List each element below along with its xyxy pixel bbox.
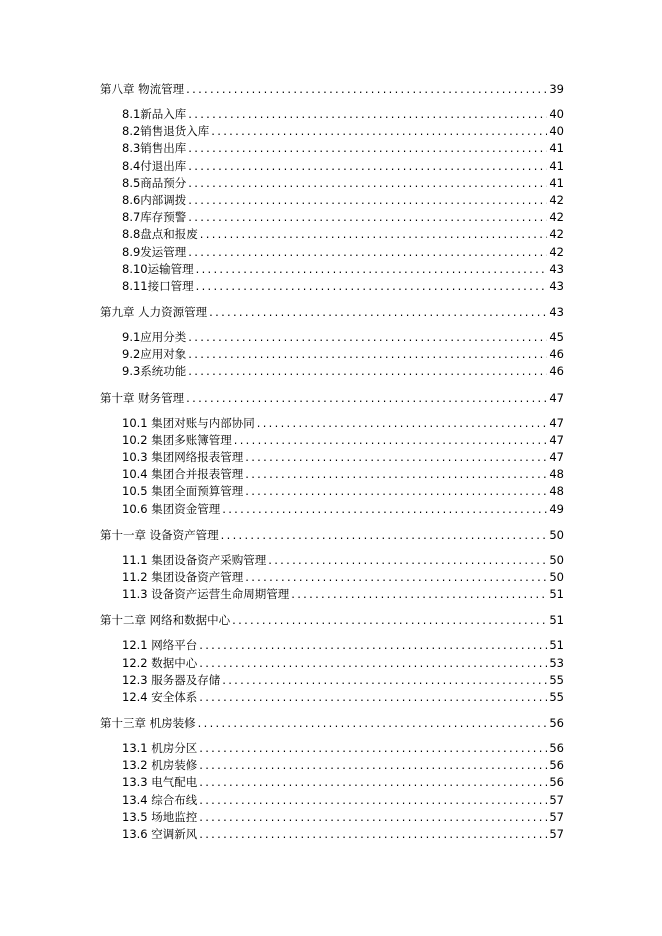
toc-entry-title: 11.1 集团设备资产采购管理 <box>122 552 267 567</box>
toc-entry-title: 13.4 综合布线 <box>122 792 198 807</box>
dot-leader <box>199 655 547 672</box>
toc-page-number: 50 <box>549 552 564 567</box>
toc-page-number: 57 <box>549 809 564 824</box>
dot-leader <box>188 175 547 192</box>
toc-section-entry[interactable] <box>100 329 564 346</box>
toc-section-entry[interactable] <box>100 586 564 603</box>
toc-section-entry[interactable] <box>100 552 564 569</box>
toc-section-entry[interactable] <box>100 826 564 843</box>
dot-leader <box>188 140 547 157</box>
dot-leader <box>234 432 548 449</box>
toc-entry-title: 10.3 集团网络报表管理 <box>122 450 244 464</box>
toc-page-number: 41 <box>549 175 564 190</box>
toc-section-entry[interactable] <box>100 740 564 757</box>
toc-page-number: 40 <box>549 107 564 121</box>
toc-entry-title: 10.1 集团对账与内部协同 <box>122 415 255 430</box>
dot-leader <box>232 611 547 629</box>
toc-entry-title: 11.3 设备资产运营生命周期管理 <box>122 587 290 602</box>
dot-leader <box>186 389 547 407</box>
toc-page-number: 50 <box>549 527 564 542</box>
dot-leader <box>245 483 547 500</box>
toc-page-number: 56 <box>549 775 564 790</box>
dot-leader <box>200 226 548 243</box>
toc-entry-title: 12.3 服务器及存储 <box>122 672 221 687</box>
toc-section-entry[interactable] <box>100 261 564 278</box>
toc-page-number: 42 <box>549 210 564 225</box>
toc-page-number: 49 <box>549 501 564 516</box>
toc-section-entry[interactable] <box>100 278 564 295</box>
dot-leader <box>196 278 548 295</box>
toc-entry-title: 8.2销售退货入库 <box>122 124 210 139</box>
toc-page-number: 42 <box>549 244 564 259</box>
toc-page-number: 47 <box>549 390 564 405</box>
toc-entry-title: 8.10运输管理 <box>122 261 194 276</box>
toc-page-number: 43 <box>549 278 564 293</box>
toc-entry-title: 13.3 电气配电 <box>122 775 198 790</box>
toc-section-entry[interactable] <box>100 569 564 586</box>
toc-page-number: 42 <box>549 227 564 242</box>
toc-entry-title: 8.6内部调拨 <box>122 192 187 207</box>
toc-entry-title: 12.1 网络平台 <box>122 638 198 653</box>
toc-page-number: 48 <box>549 484 564 499</box>
toc-page-number: 40 <box>549 124 564 139</box>
dot-leader <box>188 106 547 123</box>
toc-section-entry[interactable] <box>100 449 564 466</box>
dot-leader <box>188 346 547 363</box>
dot-leader <box>199 774 547 791</box>
toc-section-entry[interactable] <box>100 792 564 809</box>
toc-page-number: 47 <box>549 432 564 447</box>
dot-leader <box>257 415 548 432</box>
toc-chapter-entry[interactable] <box>100 80 564 98</box>
toc-section-entry[interactable] <box>100 363 564 380</box>
toc-section-entry[interactable] <box>100 226 564 243</box>
table-of-contents <box>100 80 564 843</box>
toc-page-number: 46 <box>549 364 564 379</box>
toc-entry-title: 8.11接口管理 <box>122 278 194 293</box>
toc-page-number: 55 <box>549 689 564 704</box>
toc-chapter-entry[interactable] <box>100 303 564 321</box>
toc-chapter-entry[interactable] <box>100 714 564 732</box>
dot-leader <box>196 261 548 278</box>
dot-leader <box>222 672 547 689</box>
dot-leader <box>211 123 547 140</box>
toc-entry-title: 第十章 财务管理 <box>100 390 185 405</box>
toc-page-number: 51 <box>549 613 564 628</box>
toc-section-entry[interactable] <box>100 123 564 140</box>
toc-entry-title: 第十三章 机房装修 <box>100 716 196 731</box>
toc-section-entry[interactable] <box>100 483 564 500</box>
toc-entry-title: 13.1 机房分区 <box>122 741 198 756</box>
dot-leader <box>245 466 547 483</box>
toc-entry-title: 8.5商品预分 <box>122 175 187 190</box>
toc-entry-title: 8.8盘点和报废 <box>122 227 198 242</box>
toc-page-number: 47 <box>549 450 564 464</box>
dot-leader <box>188 329 547 346</box>
dot-leader <box>222 501 547 518</box>
dot-leader <box>245 449 547 466</box>
toc-page-number: 43 <box>549 261 564 276</box>
dot-leader <box>188 244 547 261</box>
dot-leader <box>221 526 548 544</box>
toc-entry-title: 9.3系统功能 <box>122 364 187 379</box>
toc-entry-title: 12.4 安全体系 <box>122 689 198 704</box>
toc-section-entry[interactable] <box>100 175 564 192</box>
toc-section-entry[interactable] <box>100 757 564 774</box>
toc-entry-title: 10.5 集团全面预算管理 <box>122 484 244 499</box>
toc-section-entry[interactable] <box>100 192 564 209</box>
dot-leader <box>199 757 547 774</box>
dot-leader <box>199 689 547 706</box>
toc-section-entry[interactable] <box>100 466 564 483</box>
toc-page-number: 56 <box>549 758 564 773</box>
toc-section-entry[interactable] <box>100 672 564 689</box>
toc-entry-title: 第十二章 网络和数据中心 <box>100 613 231 628</box>
dot-leader <box>188 209 547 226</box>
toc-section-entry[interactable] <box>100 655 564 672</box>
toc-page-number: 57 <box>549 792 564 807</box>
dot-leader <box>245 569 547 586</box>
toc-page-number: 41 <box>549 158 564 173</box>
toc-section-entry[interactable] <box>100 809 564 826</box>
toc-section-entry[interactable] <box>100 689 564 706</box>
toc-page-number: 43 <box>549 305 564 320</box>
toc-entry-title: 13.6 空调新风 <box>122 827 198 841</box>
toc-page-number: 46 <box>549 347 564 362</box>
toc-page-number: 47 <box>549 415 564 430</box>
toc-entry-title: 11.2 集团设备资产管理 <box>122 569 244 584</box>
toc-page-number: 45 <box>549 330 564 345</box>
toc-entry-title: 10.6 集团资金管理 <box>122 501 221 516</box>
toc-entry-title: 第九章 人力资源管理 <box>100 305 208 320</box>
toc-entry-title: 9.1应用分类 <box>122 330 187 345</box>
toc-section-entry[interactable] <box>100 244 564 261</box>
toc-page-number: 48 <box>549 467 564 482</box>
toc-entry-title: 12.2 数据中心 <box>122 655 198 670</box>
dot-leader <box>188 192 547 209</box>
toc-page-number: 51 <box>549 587 564 602</box>
dot-leader <box>199 809 547 826</box>
dot-leader <box>209 303 547 321</box>
toc-section-entry[interactable] <box>100 774 564 791</box>
toc-chapter-entry[interactable] <box>100 526 564 544</box>
toc-section-entry[interactable] <box>100 106 564 123</box>
toc-entry-title: 13.2 机房装修 <box>122 758 198 773</box>
toc-entry-title: 10.2 集团多账簿管理 <box>122 432 232 447</box>
toc-section-entry[interactable] <box>100 501 564 518</box>
toc-page-number: 39 <box>549 82 564 96</box>
dot-leader <box>198 714 548 732</box>
toc-entry-title: 8.1新品入库 <box>122 107 187 121</box>
toc-page-number: 51 <box>549 638 564 653</box>
toc-entry-title: 13.5 场地监控 <box>122 809 198 824</box>
toc-page-number: 55 <box>549 672 564 687</box>
toc-section-entry[interactable] <box>100 432 564 449</box>
toc-page-number: 53 <box>549 655 564 670</box>
dot-leader <box>199 740 547 757</box>
toc-entry-title: 第八章 物流管理 <box>100 82 185 96</box>
toc-section-entry[interactable] <box>100 637 564 654</box>
toc-entry-title: 10.4 集团合并报表管理 <box>122 467 244 482</box>
toc-section-entry[interactable] <box>100 346 564 363</box>
dot-leader <box>186 80 547 98</box>
toc-page-number: 56 <box>549 741 564 756</box>
dot-leader <box>268 552 547 569</box>
dot-leader <box>199 826 547 843</box>
toc-chapter-entry[interactable] <box>100 611 564 629</box>
toc-entry-title: 9.2应用对象 <box>122 347 187 362</box>
toc-page-number: 57 <box>549 827 564 841</box>
toc-entry-title: 8.9发运管理 <box>122 244 187 259</box>
toc-page-number: 42 <box>549 192 564 207</box>
dot-leader <box>291 586 547 603</box>
toc-section-entry[interactable] <box>100 415 564 432</box>
toc-entry-title: 8.4付退出库 <box>122 158 187 173</box>
toc-chapter-entry[interactable] <box>100 389 564 407</box>
toc-page-number: 56 <box>549 716 564 731</box>
dot-leader <box>199 792 547 809</box>
toc-entry-title: 8.7库存预警 <box>122 210 187 225</box>
dot-leader <box>199 637 547 654</box>
toc-section-entry[interactable] <box>100 209 564 226</box>
toc-entry-title: 8.3销售出库 <box>122 141 187 156</box>
toc-section-entry[interactable] <box>100 140 564 157</box>
dot-leader <box>188 363 547 380</box>
toc-entry-title: 第十一章 设备资产管理 <box>100 527 219 542</box>
dot-leader <box>188 158 547 175</box>
toc-section-entry[interactable] <box>100 158 564 175</box>
toc-page-number: 41 <box>549 141 564 156</box>
toc-page-number: 50 <box>549 569 564 584</box>
